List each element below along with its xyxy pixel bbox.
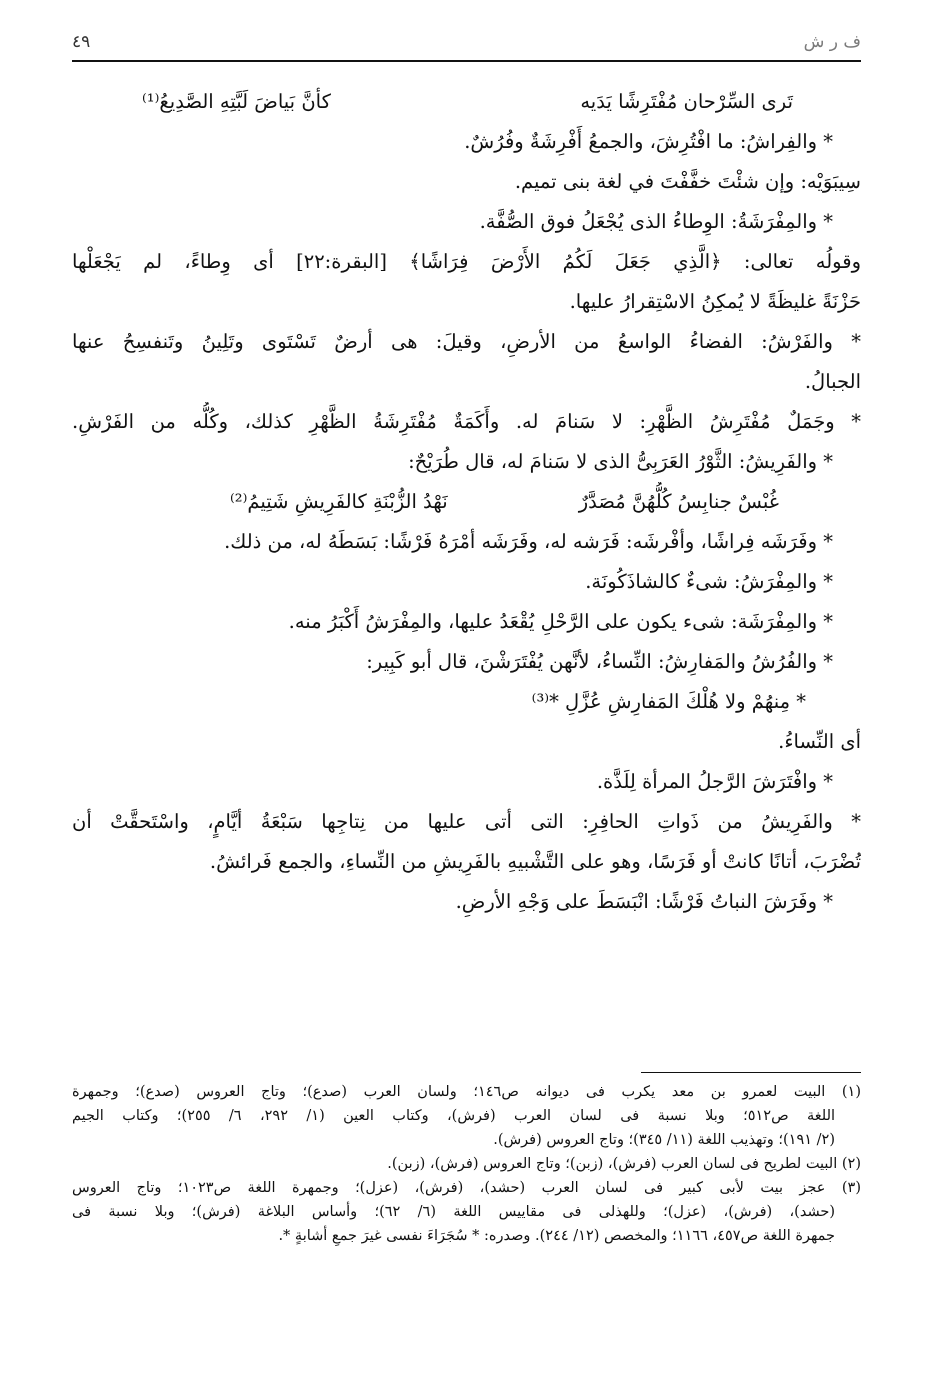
- verse-hemistich-first: غُبْسٌ جنابِسُ كُلُّهُنَّ مُصَدَّرٌ: [578, 490, 779, 513]
- running-head: ف ر ش: [803, 32, 861, 52]
- entry-paragraph: * والفَرْشُ: الفضاءُ الواسعُ من الأرضِ، وقيلَ: هى أرضٌ تَسْتَوى وتَلِينُ وتَنفسِحُ عنها: [72, 330, 861, 353]
- footnote-line: (٢/ ١٩١)؛ وتهذيب اللغة (١١/ ٣٤٥)؛ وتاج العروس (فرش).: [493, 1132, 835, 1148]
- footnote-3: [72, 1176, 861, 1248]
- verse-line: [72, 82, 861, 122]
- footnotes: [72, 1080, 861, 1248]
- entry-paragraph: أى النِّساءُ.: [778, 730, 861, 753]
- entry-paragraph: وقولُه تعالى: ﴿الَّذِي جَعَلَ لَكُمُ الأَرْضَ فِرَاشًا﴾ [البقرة:٢٢] أى وِطاءً، لم يَجْعَلْها: [72, 250, 861, 273]
- main-text: [72, 82, 861, 922]
- entry-paragraph: * وفَرَشَه فِراشًا، وأفْرشَه: فَرَشه له، وفَرَشَه أمْرَهُ فَرْشًا: بَسَطَهُ له، من ذلك.: [224, 530, 833, 553]
- verse-quote: * مِنهُمْ ولا هُلْكَ المَفارِشِ عُزَّلِ *⁽³⁾: [531, 690, 806, 713]
- footnote-line: (حشد)، (فرش)، (عزل)؛ وللهذلى فى مقاييس اللغة (٦/ ٦٢)؛ وأساس البلاغة (فرش)؛ وبلا نسبة فى: [72, 1204, 835, 1220]
- entry-paragraph: * والفَرِيشُ: الثَّوْرُ العَرَبِىُّ الذى لا سَنامَ له، قال طُرَيْحٌ:: [408, 450, 833, 473]
- verse-hemistich-second: كأنَّ بَياضَ لَبَّتِهِ الصَّدِيعُ⁽¹⁾: [142, 90, 331, 113]
- entry-paragraph: * والفِراشُ: ما افْتُرِشَ، والجمعُ أَفْرِشَةٌ وفُرُشٌ.: [464, 130, 833, 153]
- footnote-line: (١) البيت لعمرو بن معد يكرب فى ديوانه ص١٤٦؛ ولسان العرب (صدع)؛ وتاج العروس (صدع)؛ وجمهرة: [72, 1084, 861, 1100]
- entry-paragraph: * وفَرَشَ النباتُ فَرْشًا: انْبَسَطَ على وَجْهِ الأرضِ.: [455, 890, 833, 913]
- footnote-2: [72, 1152, 861, 1176]
- footnote-1: [72, 1080, 861, 1152]
- footnote-separator: [641, 1072, 861, 1073]
- verse-hemistich-second: نَهْدُ الزُّبْنَةِ كالفَرِيشِ شَتِيمُ⁽²⁾: [230, 490, 448, 513]
- entry-paragraph: * وافْتَرَشَ الرَّجلُ المرأة لِلَذَّة.: [596, 770, 833, 793]
- entry-paragraph: * والمِفْرَشَةُ: الوِطاءُ الذى يُجْعَلُ فوق الصُّفَّة.: [479, 210, 833, 233]
- header-rule: [72, 60, 861, 62]
- verse-hemistich-first: تَرى السِّرْحان مُفْتَرِشًا يَدَيه: [580, 90, 793, 113]
- entry-paragraph: * والمِفْرَشَة: شىء يكون على الرَّحْلِ يُقْعَدُ عليها، والمِفْرَشُ أَكْبَرُ منه.: [288, 610, 833, 633]
- footnote-line: اللغة ص٥١٢؛ وبلا نسبة فى لسان العرب (فرش)، وكتاب العين (١/ ٢٩٢، ٦/ ٢٥٥)؛ وكتاب الجيم: [72, 1108, 836, 1124]
- footnote-line: (٢) البيت لطريح فى لسان العرب (فرش)، (زبن)؛ وتاج العروس (فرش)، (زبن).: [387, 1156, 861, 1172]
- page-number: ٤٩: [72, 32, 91, 52]
- entry-paragraph: * والفُرُشُ والمَفارِشُ: النِّساءُ، لأنَّهن يُفْتَرَشْنَ، قال أبو كَبِير:: [366, 650, 833, 673]
- entry-paragraph: * والمِفْرَشُ: شىءٌ كالشاذَكُونَة.: [585, 570, 833, 593]
- footnote-line: جمهرة اللغة ص٤٥٧، ١١٦٦؛ والمخصص (١٢/ ٢٤٤). وصدره: * سُجَرَاءَ نفسى غيرَ جمعِ أشابةٍ *.: [278, 1228, 835, 1244]
- entry-paragraph: سِيبَوَيْه: وإن شئْتَ خفَّفْتَ في لغة بنى تميم.: [514, 170, 861, 193]
- page-header: [72, 30, 861, 62]
- entry-paragraph-cont: تُضْرَبَ، أتانًا كانتْ أو فَرَسًا، وهو على التَّشْبيهِ بالفَرِيشِ من النِّساءِ، والجمع فَرائشُ.: [209, 850, 861, 873]
- footnote-line: (٣) عجز بيت لأبى كبير فى لسان العرب (حشد)، (فرش)، (عزل)؛ وجمهرة اللغة ص١٠٢٣؛ وتاج العروس: [72, 1180, 861, 1196]
- entry-paragraph-cont: حَزْنَةً غليظَةً لا يُمكِنُ الاسْتِقرارُ عليها.: [569, 290, 861, 313]
- entry-paragraph: * وجَمَلٌ مُفْتَرِشُ الظَّهْرِ: لا سَنامَ له. وأَكَمَةٌ مُفْتَرِشَةُ الظَّهْرِ كذلك، وكُلُّه من الفَرْشِ.: [72, 410, 861, 433]
- entry-paragraph: * والفَرِيشُ من ذَواتِ الحافِرِ: التى أتى عليها من نِتاجِها سَبْعَةُ أيَّامٍ، واسْتَحقَّتْ أن: [72, 810, 861, 833]
- verse-line: [72, 482, 861, 522]
- entry-paragraph-cont: الجبالُ.: [804, 370, 861, 393]
